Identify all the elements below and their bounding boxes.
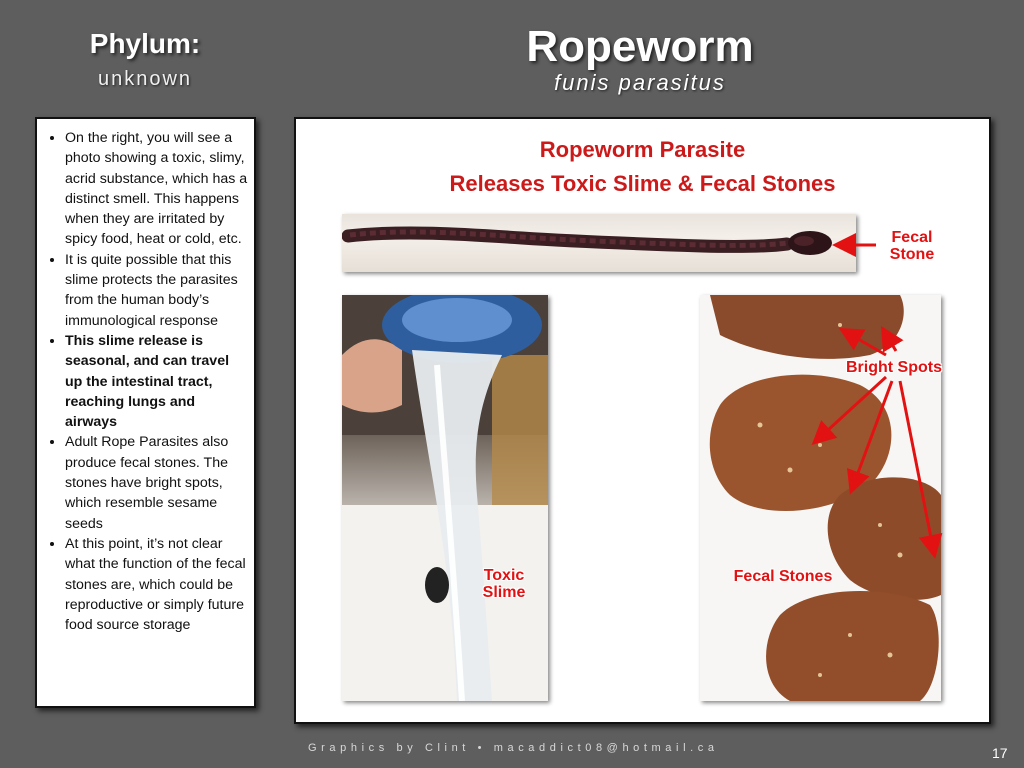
arrow-bright-spot-3 — [816, 377, 886, 441]
panel-heading-line2: Releases Toxic Slime & Fecal Stones — [449, 171, 836, 196]
description-bullet: • At this point, it’s not clear what the function of the fecal stones are, which could be reproductive or simply future food source storage — [65, 534, 248, 635]
fecal-stone-label: Fecal Stone — [889, 229, 935, 263]
arrow-bright-spot-5 — [900, 381, 934, 553]
phylum-value: unknown — [97, 68, 193, 90]
slide-subtitle: funis parasitus — [554, 70, 726, 95]
panel-heading-line1: Ropeworm Parasite — [539, 137, 746, 162]
toxic-slime-label: Toxic Slime — [482, 567, 526, 601]
arrow-bright-spot-2 — [884, 331, 896, 351]
description-bullet: • This slime release is seasonal, and can travel up the intestinal tract, reaching lungs and airways — [65, 331, 248, 432]
description-bullet: • It is quite possible that this slime protects the parasites from the human body’s immunological response — [65, 250, 248, 331]
description-bullet: • On the right, you will see a photo showing a toxic, slimy, acrid substance, which has a distinct smell. This happens when they are irritated by spicy food, heat or cold, etc. — [65, 128, 248, 250]
phylum-label: Phylum: — [89, 28, 201, 59]
description-panel — [35, 117, 256, 708]
description-bullet: • Adult Rope Parasites also produce fecal stones. The stones have bright spots, which resemble sesame seeds — [65, 432, 248, 533]
slide-title: Ropeworm — [526, 22, 754, 71]
fecal-stones-label: Fecal Stones — [733, 568, 833, 585]
bright-spots-label: Bright Spots — [846, 359, 942, 376]
footer-credit: Graphics by Clint • macaddict08@hotmail.ca — [308, 742, 719, 754]
annotation-arrows — [296, 119, 991, 724]
image-panel — [294, 117, 991, 724]
description-list — [37, 119, 254, 635]
arrow-bright-spot-4 — [852, 381, 892, 489]
arrow-bright-spot-1 — [844, 331, 886, 355]
page-number: 17 — [992, 745, 1008, 761]
